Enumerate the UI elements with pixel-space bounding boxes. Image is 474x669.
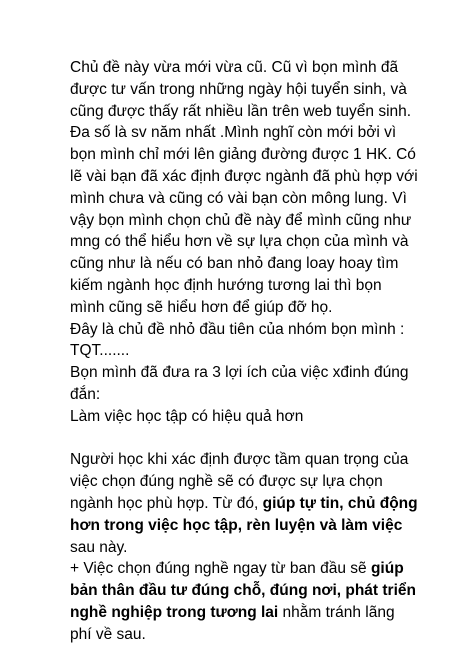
benefit-paragraph-2-bold: giúp bản thân đầu tư đúng chỗ, đúng nơi, phát triển nghề nghiệp trong tương lai — [70, 560, 416, 621]
benefits-intro: Bọn mình đã đưa ra 3 lợi ích của việc xđinh đúng đắn: — [70, 364, 409, 403]
intro-paragraph: Chủ đề này vừa mới vừa cũ. Cũ vì bọn mình đã được tư vấn trong những ngày hội tuyển sinh, và cũng được thấy rất nhiều lần trên web tuyển sinh. Đa số là sv năm nhất .Mình nghĩ còn mới bởi vì bọn mình chỉ mới lên giảng đường được 1 HK. Có lẽ vài bạn đã xác định được ngành đã phù hợp với mình chưa và cũng có vài bạn còn mông lung. Vì vậy bọn mình chọn chủ đề này để mình cũng như mng có thể hiểu hơn về sự lựa chọn của mình và cũng như là nếu có ban nhỏ đang loay hoay tìm kiếm ngành học định hướng tương lai thì bọn mình cũng sẽ hiểu hơn để giúp đỡ họ. — [70, 59, 418, 316]
topic-line: Đây là chủ đề nhỏ đầu tiên của nhóm bọn mình : TQT....... — [70, 320, 405, 360]
benefit-paragraph-2-text: + Việc chọn đúng nghề ngay từ ban đầu sẽ — [70, 560, 371, 578]
benefit-paragraph-1-tail: sau này. — [70, 538, 128, 556]
benefit-paragraph-1-text: Người học khi xác định được tầm quan trọng của việc chọn đúng nghề sẽ có được sự lựa chọn ngành học phù hợp. Từ đó, — [70, 451, 409, 512]
benefit-paragraph-2 — [70, 558, 418, 645]
benefit-paragraph-1-bold: giúp tự tin, chủ động hơn trong việc học tập, rèn luyện và làm việc — [70, 494, 418, 534]
benefit-paragraph-2-tail: nhằm tránh lãng phí về sau. — [70, 603, 395, 643]
benefit-paragraph-1 — [70, 449, 418, 558]
blank-line — [70, 428, 418, 450]
benefit-title: Làm việc học tập có hiệu quả hơn — [70, 407, 304, 425]
